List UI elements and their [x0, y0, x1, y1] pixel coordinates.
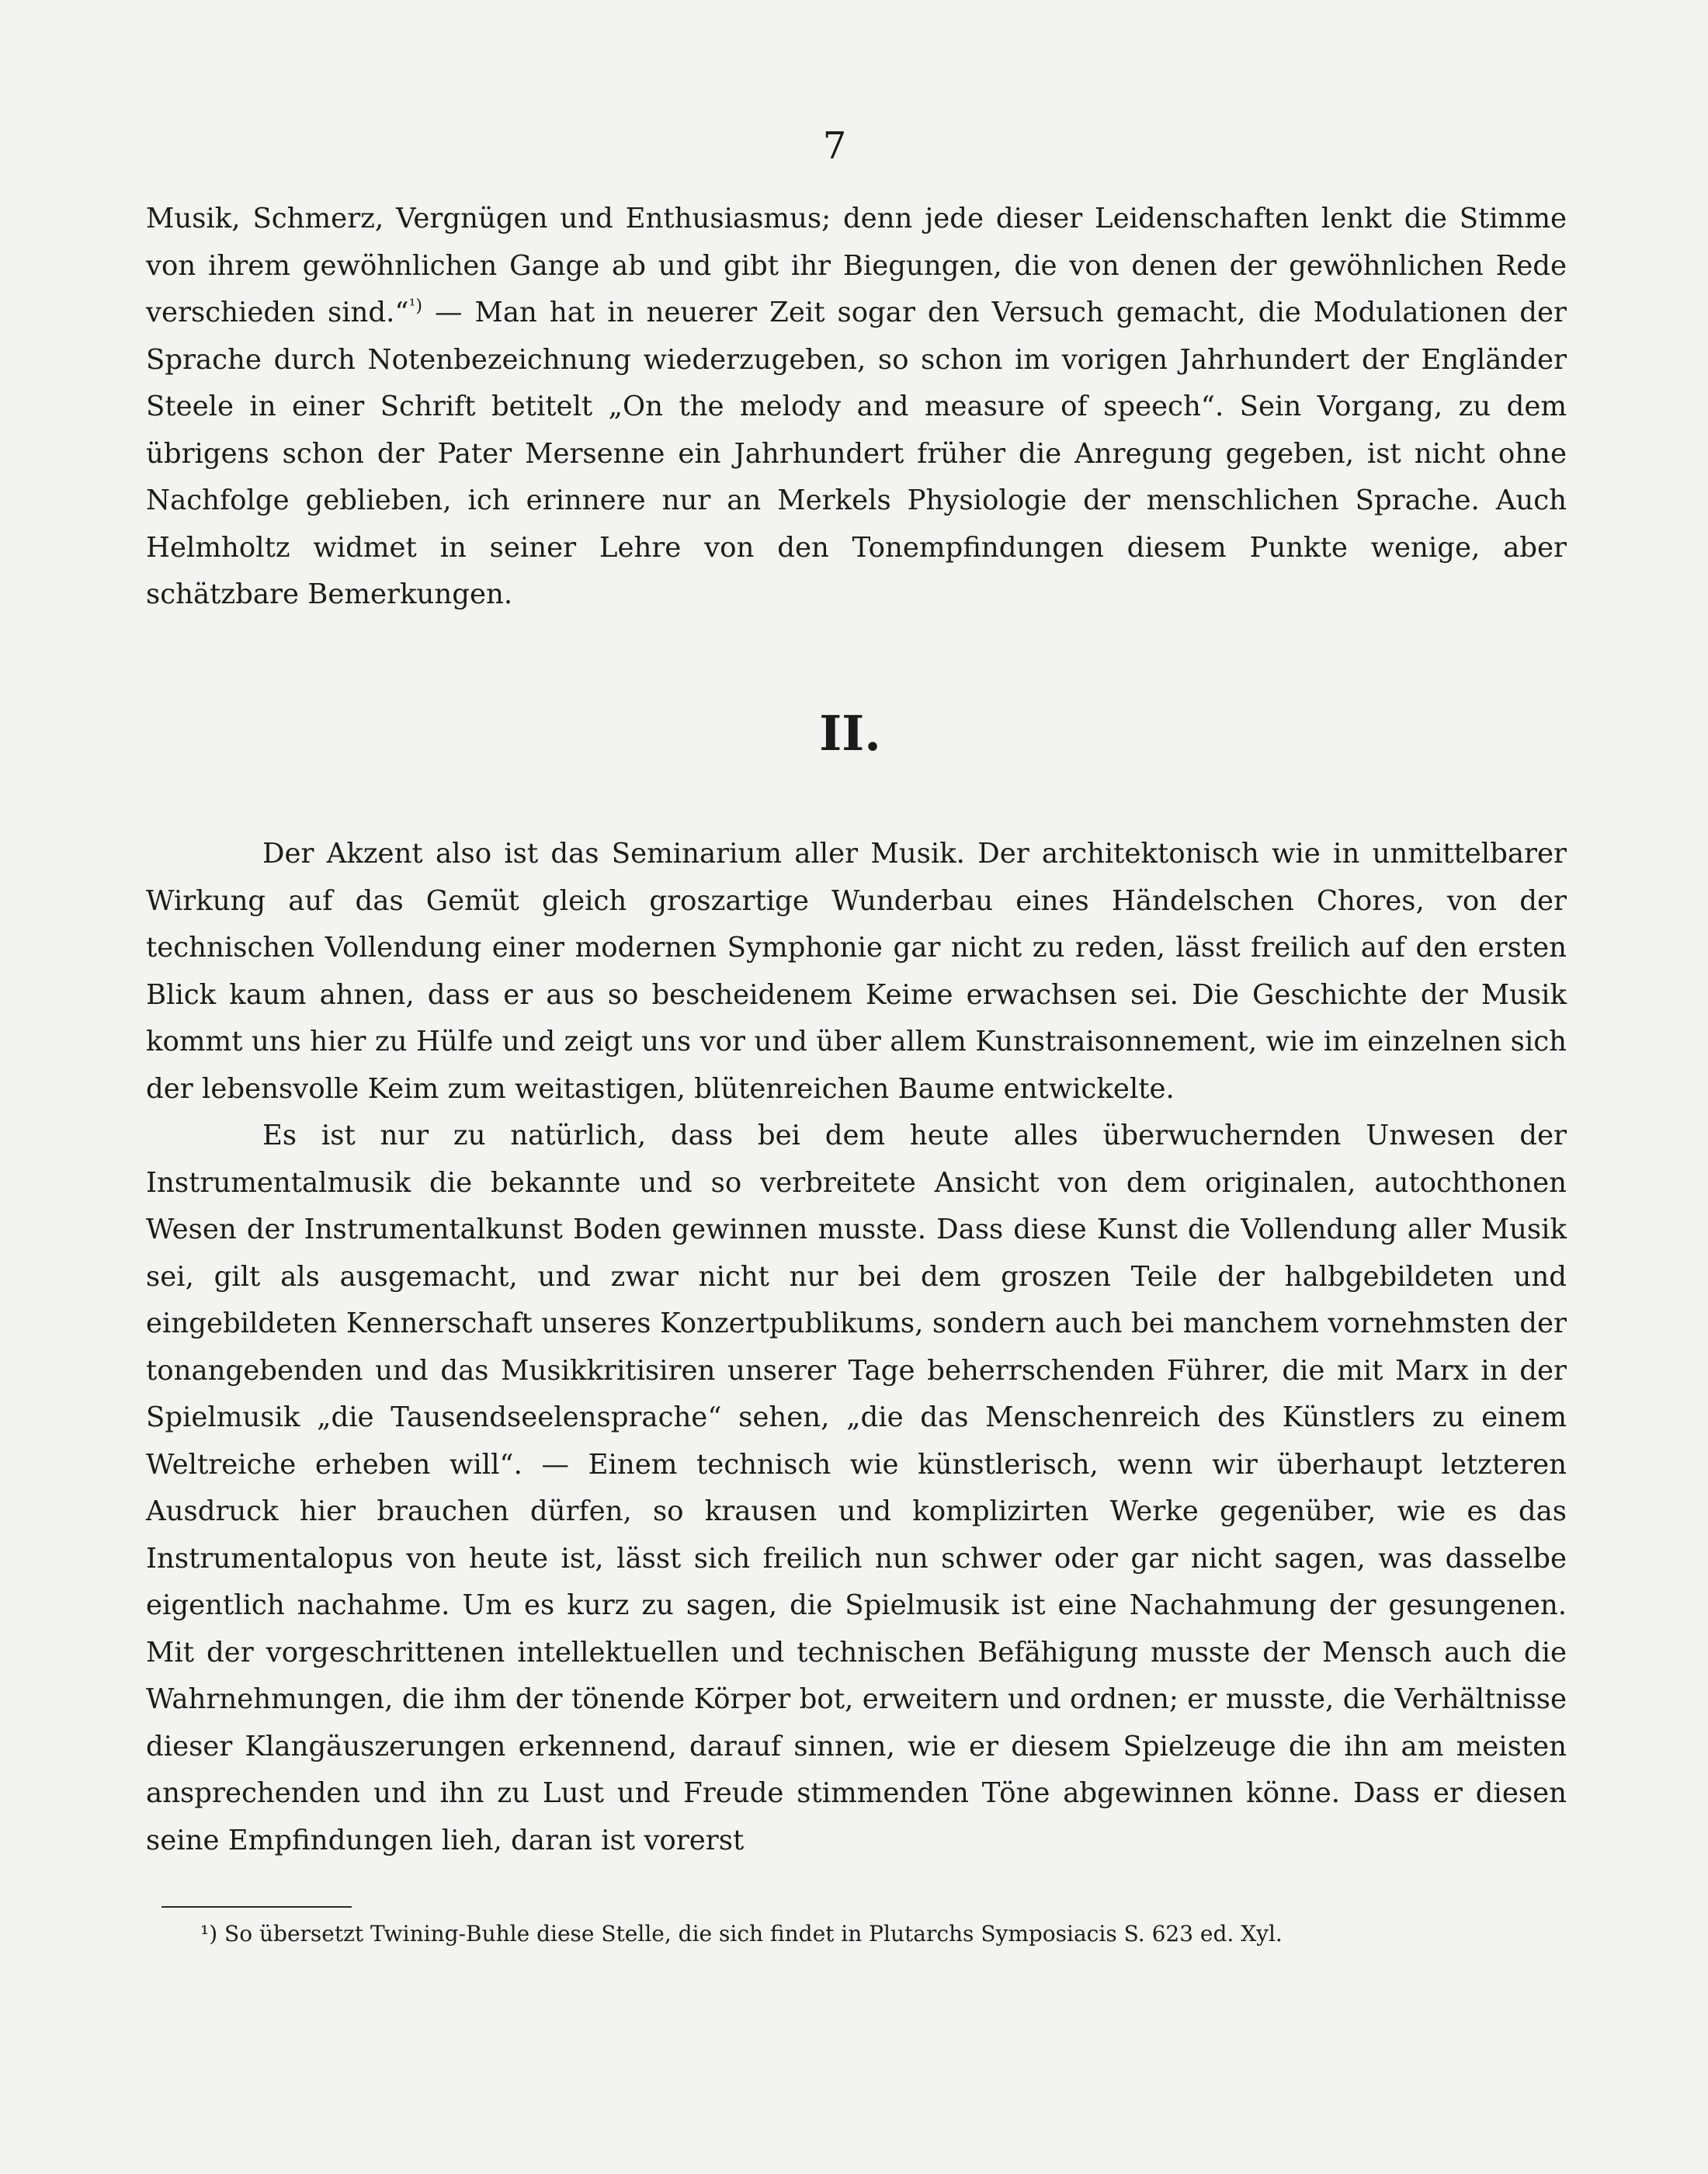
footnote-divider [161, 1906, 352, 1908]
page-number: 7 [822, 124, 847, 168]
text-block-top [146, 196, 1567, 619]
section-heading: II. [819, 705, 881, 762]
paragraph-1 [146, 196, 1567, 619]
footnote-marker: ¹) [200, 1921, 218, 1947]
footnote [200, 1915, 1567, 1953]
paragraph-1-text: Musik, Schmerz, Vergnügen und Enthusiasmus; denn jede dieser Leidenschaften lenkt die Stimme von ihrem gewöhnlichen Gange ab und gibt ihr Biegungen, die von denen der gewöhnlichen Rede verschieden sind.“ [146, 203, 1567, 328]
paragraph-3: Es ist nur zu natürlich, dass bei dem heute alles überwuchernden Unwesen der Instrumentalmusik die bekannte und so verbreitete Ansicht von dem originalen, autochthonen Wesen der Instrumentalkunst Boden gewinnen musste. Dass diese Kunst die Vollendung aller Musik sei, gilt als ausgemacht, und zwar nicht nur bei dem groszen Teile der halbgebildeten und eingebildeten Kennerschaft unseres Konzertpublikums, sondern auch bei manchem vornehmsten der tonangebenden und das Musikkritisiren unserer Tage beherrschenden Führer, die mit Marx in der Spielmusik „die Tausendseelensprache“ sehen, „die das Menschenreich des Künstlers zu einem Weltreiche erheben will“. — Einem technisch wie künstlerisch, wenn wir überhaupt letzteren Ausdruck hier brauchen dürfen, so krausen und komplizirten Werke gegenüber, wie es das Instrumentalopus von heute ist, lässt sich freilich nun schwer oder gar nicht sagen, was dasselbe eigentlich nachahme. Um es kurz zu sagen, die Spielmusik ist eine Nachahmung der gesungenen. Mit der vorgeschrittenen intellektuellen und technischen Befähigung musste der Mensch auch die Wahrnehmungen, die ihm der tönende Körper bot, erweitern und ordnen; er musste, die Verhältnisse dieser Klangäuszerungen erkennend, darauf sinnen, wie er diesem Spielzeuge die ihn am meisten ansprechenden und ihn zu Lust und Freude stimmenden Töne abgewinnen könne. Dass er diesen seine Empfindungen lieh, daran ist vorerst [146, 1120, 1567, 1856]
footnote-text: So übersetzt Twining-Buhle diese Stelle, die sich findet in Plutarchs Symposiacis S. 623 ed. Xyl. [217, 1921, 1283, 1947]
paragraph-1-text-continued: — Man hat in neuerer Zeit sogar den Versuch gemacht, die Modulationen der Sprache durch Notenbezeichnung wiederzugeben, so schon im vorigen Jahrhundert der Engländer Steele in einer Schrift betitelt „On the melody and measure of speech“. Sein Vorgang, zu dem übrigens schon der Pater Mersenne ein Jahrhundert früher die Anregung gegeben, ist nicht ohne Nachfolge geblieben, ich erinnere nur an Merkels Physiologie der menschlichen Sprache. Auch Helmholtz widmet in seiner Lehre von den Tonempfindungen diesem Punkte wenige, aber schätzbare Bemerkungen. [146, 297, 1567, 610]
text-block-main [146, 831, 1567, 1864]
footnote-reference: ¹) [408, 297, 422, 317]
paragraph-2: Der Akzent also ist das Seminarium aller Musik. Der architektonisch wie in unmittelbarer Wirkung auf das Gemüt gleich groszartige Wunderbau eines Händelschen Chores, von der technischen Vollendung einer modernen Symphonie gar nicht zu reden, lässt freilich auf den ersten Blick kaum ahnen, dass er aus so bescheidenem Keime erwachsen sei. Die Geschichte der Musik kommt uns hier zu Hülfe und zeigt uns vor und über allem Kunstraisonnement, wie im einzelnen sich der lebensvolle Keim zum weitastigen, blütenreichen Baume entwickelte. [146, 838, 1567, 1105]
